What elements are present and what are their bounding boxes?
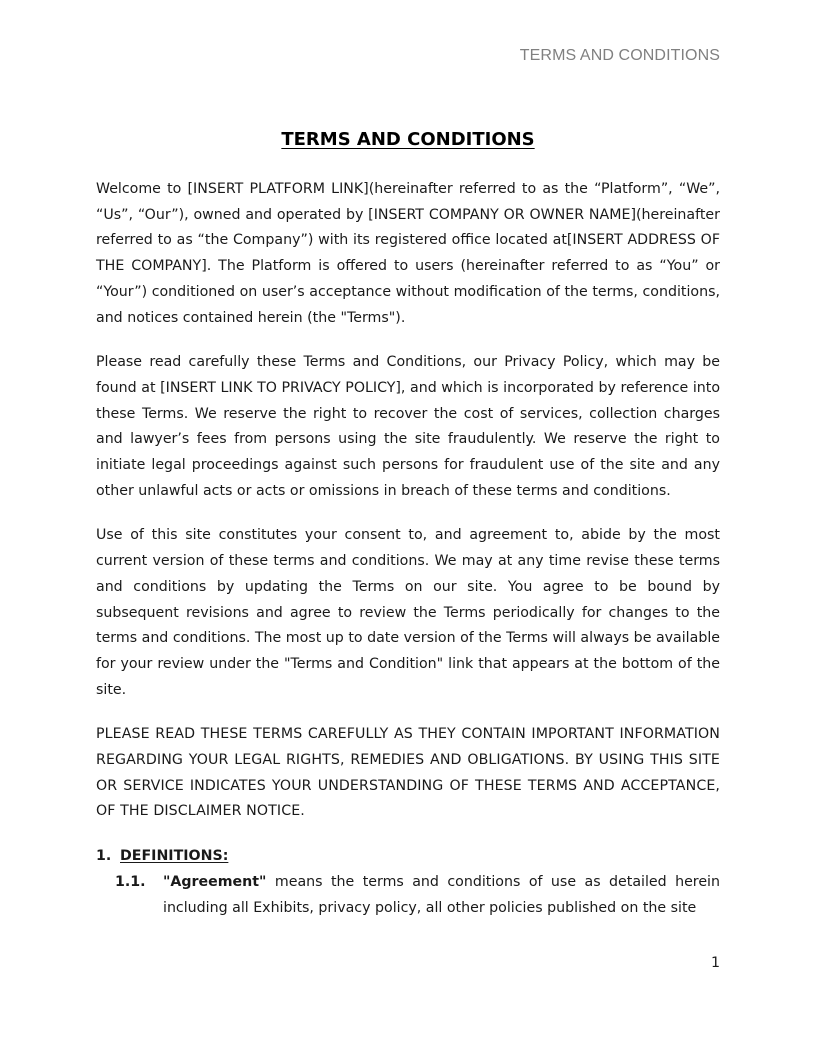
paragraph-consent: Use of this site constitutes your consent to, and agreement to, abide by the most current version of these terms and conditions. We may at any time revise these terms and conditions by updating the Terms on our site. You agree to be bound by subsequent revisions and agree to review the Terms periodically for changes to the terms and conditions. The most up to date version of the Terms will always be available for your review under the "Terms and Condition" link that appears at the bottom of the site. — [96, 527, 720, 698]
clause-number: 1.1. — [115, 873, 146, 890]
clause-text — [163, 870, 720, 921]
clause-term: "Agreement" — [163, 873, 267, 890]
page-number: 1 — [710, 955, 720, 971]
clause-definition: means the terms and conditions of use as detailed herein including all Exhibits, privacy policy, all other policies published on the site — [163, 873, 720, 916]
paragraph-privacy: Please read carefully these Terms and Conditions, our Privacy Policy, which may be found at [INSERT LINK TO PRIVACY POLICY], and which is incorporated by reference into these Terms. We reserve the right to recover the cost of services, collection charges and lawyer’s fees from persons using the site fraudulently. We reserve the right to initiate legal proceedings against such persons for fraudulent use of the site and any other unlawful acts or acts or omissions in breach of these terms and conditions. — [96, 354, 720, 499]
document-title: TERMS AND CONDITIONS — [281, 129, 535, 150]
paragraph-welcome: Welcome to [INSERT PLATFORM LINK](hereinafter referred to as the “Platform”, “We”, “Us”, “Our”), owned and operated by [INSERT COMPANY OR OWNER NAME](hereinafter referred to as “the Company”) with its registered office located at[INSERT ADDRESS OF THE COMPANY]. The Platform is offered to users (hereinafter referred to as “You” or “Your”) conditioned on user’s acceptance without modification of the terms, conditions, and notices contained herein (the "Terms"). — [96, 181, 720, 326]
section-number: 1. — [96, 848, 112, 865]
section-heading-definitions — [96, 844, 720, 870]
clause-agreement — [96, 870, 720, 921]
paragraph-notice: PLEASE READ THESE TERMS CAREFULLY AS THEY CONTAIN IMPORTANT INFORMATION REGARDING YOUR LEGAL RIGHTS, REMEDIES AND OBLIGATIONS. BY USING THIS SITE OR SERVICE INDICATES YOUR UNDERSTANDING OF THESE TERMS AND ACCEPTANCE, OF THE DISCLAIMER NOTICE. — [96, 726, 720, 820]
document-body — [96, 177, 720, 921]
section-label: DEFINITIONS: — [120, 848, 229, 865]
running-header: TERMS AND CONDITIONS — [519, 47, 720, 64]
